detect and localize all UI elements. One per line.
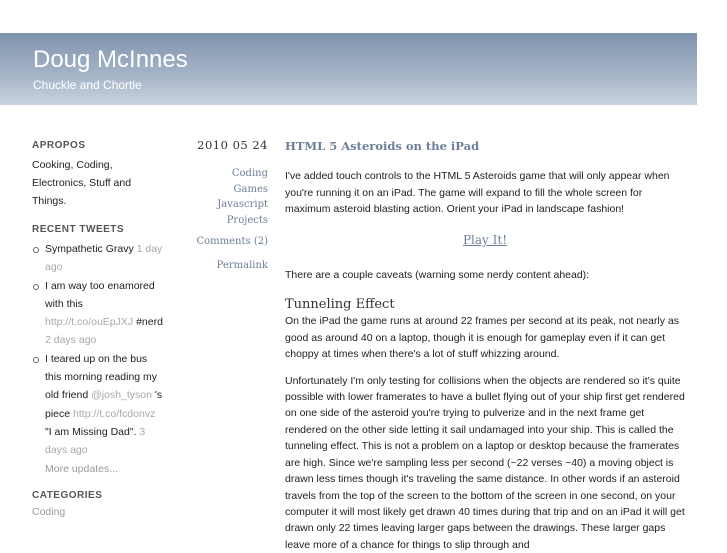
tweet-text: I am way too enamored with this [45,279,155,310]
apropos-heading: APROPOS [32,140,86,151]
categories-heading: CATEGORIES [32,489,103,501]
apropos-text: Cooking, Coding, Electronics, Stuff and Things. [32,159,132,207]
play-it-link[interactable]: Play It! [462,232,508,247]
category-coding[interactable]: Coding [32,505,66,518]
tweet-item [32,350,164,460]
tweet-text: I teared up on the bus this morning reading my old friend [45,352,158,402]
tweet-link[interactable]: http://t.co/ouEpJXJ [45,316,134,329]
tweet-item [32,240,164,277]
more-updates-link[interactable]: More updates... [45,462,118,475]
site-tagline: Chuckle and Chortle [33,78,142,92]
post-title[interactable]: HTML 5 Asteroids on the iPad [285,139,480,153]
tweet-time[interactable]: 1 day ago [45,243,163,274]
article-paragraph: Unfortunately I'm only testing for collisions when the objects are rendered so it's quite possible with lower framerates to have a bullet flying out of your ship first get rendered on one side of the asteroid you're trying to pulverize and in the next frame get rendered on the other side letting it sail undamaged into your ship. This is called the tunneling effect. This is not a problem on a laptop or desktop because the framerates are high. Since we're sampling less per second (~22 verses ~40) a moving object is drawn less times though it's traveling the same distance. In other words if an asteroid travels from the top of the screen to the bottom of the screen in one second, on your computer it will most likely get drawn 40 times during that trip and on an iPad it will get drawn only 22 times leaving larger gaps between the drawings. These larger gaps leave more of a chance for things to slip through and [285,374,685,551]
sidebar [32,140,164,518]
tweet-link[interactable]: http://t.co/fcdonvz [73,407,156,420]
tag-coding[interactable]: Coding [231,168,268,179]
post-meta [196,138,268,271]
tweet-mention[interactable]: @josh_tyson [91,389,152,402]
article-paragraph: There are a couple caveats (warning some nerdy content ahead): [285,269,590,282]
tag-projects[interactable]: Projects [226,214,268,226]
tweet-time[interactable]: 2 days ago [45,334,97,347]
tweet-item [32,277,164,350]
tweet-text: Sympathetic Gravy [45,243,134,255]
article-paragraph: I've added touch controls to the HTML 5 Asteroids game that will only appear when you're running it on an iPad. The game will expand to fill the whole screen for maximum asteroid blasting action. Orient your iPad in landscape fashion! [285,170,670,216]
section-heading: Tunneling Effect [285,297,395,313]
post-tags [196,166,268,228]
article [285,138,685,553]
site-title[interactable]: Doug McInnes [33,46,188,73]
tweet-time[interactable]: 3 days ago [45,425,146,457]
play-link-wrap [285,232,685,249]
post-date: 2010 05 24 [197,138,268,152]
tag-games[interactable]: Games [233,183,268,195]
tweet-list [32,240,164,460]
tweet-text-cont: 's piece [45,389,163,420]
tag-javascript[interactable]: Javascript [217,199,268,210]
recent-tweets-heading: RECENT TWEETS [32,224,125,235]
article-paragraph: On the iPad the game runs at around 22 frames per second at its peak, not nearly as good as around 40 on a laptop, though it is enough for gameplay even if it can get choppy at times when there's a lot of stuff whizzing around. [285,315,679,361]
tweet-quote: "I am Missing Dad". [45,425,137,438]
permalink-link[interactable]: Permalink [216,260,268,271]
comments-link[interactable]: Comments (2) [196,236,268,247]
tweet-hashtag[interactable]: #nerd [136,316,163,329]
